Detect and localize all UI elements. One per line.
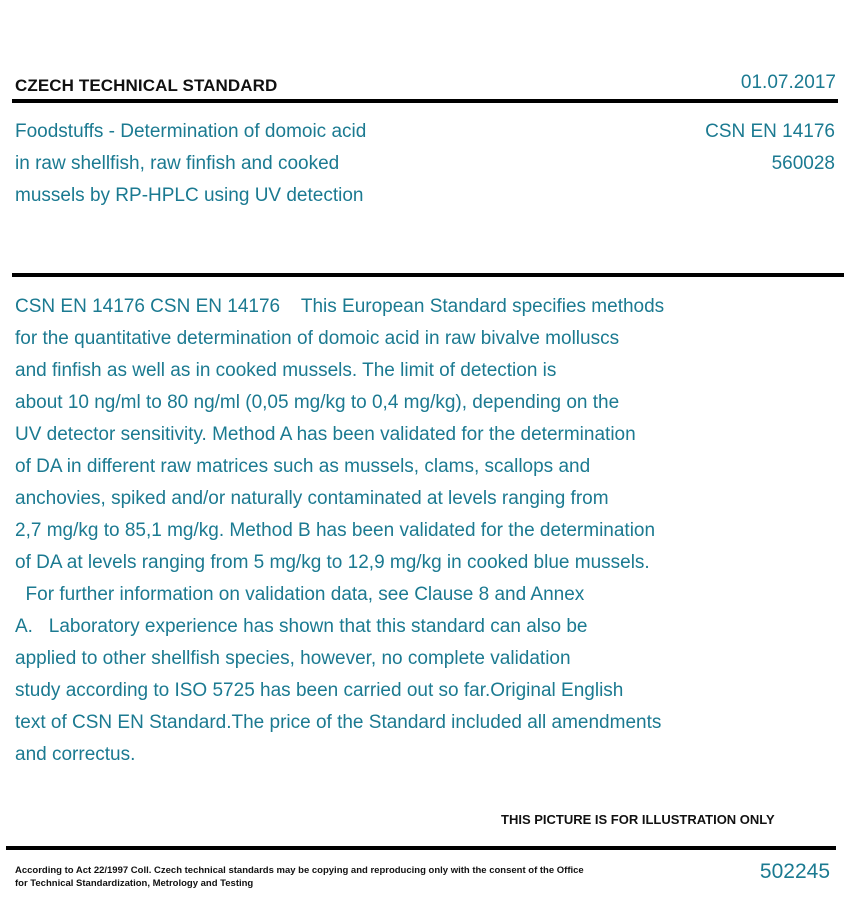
abstract-line: anchovies, spiked and/or naturally contaminated at levels ranging from bbox=[15, 488, 609, 509]
header-divider bbox=[12, 99, 838, 103]
abstract-line: for the quantitative determination of domoic acid in raw bivalve molluscs bbox=[15, 328, 620, 349]
abstract-line: and finfish as well as in cooked mussels. The limit of detection is bbox=[15, 360, 557, 381]
legal-line: for Technical Standardization, Metrology and Testing bbox=[15, 878, 254, 889]
catalog-number: 560028 bbox=[771, 153, 835, 174]
abstract-line: text of CSN EN Standard.The price of the Standard included all amendments bbox=[15, 712, 662, 733]
footer-divider bbox=[6, 846, 836, 850]
header-title: CZECH TECHNICAL STANDARD bbox=[15, 76, 278, 95]
abstract-line: applied to other shellfish species, however, no complete validation bbox=[15, 648, 571, 669]
abstract-line: of DA at levels ranging from 5 mg/kg to 12,9 mg/kg in cooked blue mussels. bbox=[15, 552, 650, 573]
abstract-text bbox=[15, 291, 775, 771]
abstract-line: and correctus. bbox=[15, 744, 136, 765]
abstract-line: study according to ISO 5725 has been carried out so far.Original English bbox=[15, 680, 624, 701]
abstract-line: For further information on validation data, see Clause 8 and Annex bbox=[15, 584, 585, 605]
standard-code: CSN EN 14176 bbox=[705, 121, 835, 142]
abstract-line: A. Laboratory experience has shown that this standard can also be bbox=[15, 616, 588, 637]
abstract-line: about 10 ng/ml to 80 ng/ml (0,05 mg/kg to 0,4 mg/kg), depending on the bbox=[15, 392, 620, 413]
illustration-note: THIS PICTURE IS FOR ILLUSTRATION ONLY bbox=[501, 812, 775, 827]
abstract-line: of DA in different raw matrices such as mussels, clams, scallops and bbox=[15, 456, 591, 477]
footer-number: 502245 bbox=[759, 860, 830, 883]
document-title bbox=[15, 116, 445, 212]
issue-date: 01.07.2017 bbox=[740, 72, 836, 93]
title-line: in raw shellfish, raw finfish and cooked bbox=[15, 153, 340, 174]
title-line: mussels by RP-HPLC using UV detection bbox=[15, 185, 364, 206]
title-line: Foodstuffs - Determination of domoic acid bbox=[15, 121, 367, 142]
abstract-line: 2,7 mg/kg to 85,1 mg/kg. Method B has been validated for the determination bbox=[15, 520, 656, 541]
standard-identifiers bbox=[705, 116, 835, 180]
legal-notice bbox=[15, 864, 595, 890]
title-divider bbox=[12, 273, 844, 277]
abstract-line: CSN EN 14176 CSN EN 14176 This European Standard specifies methods bbox=[15, 296, 665, 317]
abstract-line: UV detector sensitivity. Method A has been validated for the determination bbox=[15, 424, 636, 445]
legal-line: According to Act 22/1997 Coll. Czech technical standards may be copying and reproducing only with the consent of the Office bbox=[15, 865, 584, 876]
